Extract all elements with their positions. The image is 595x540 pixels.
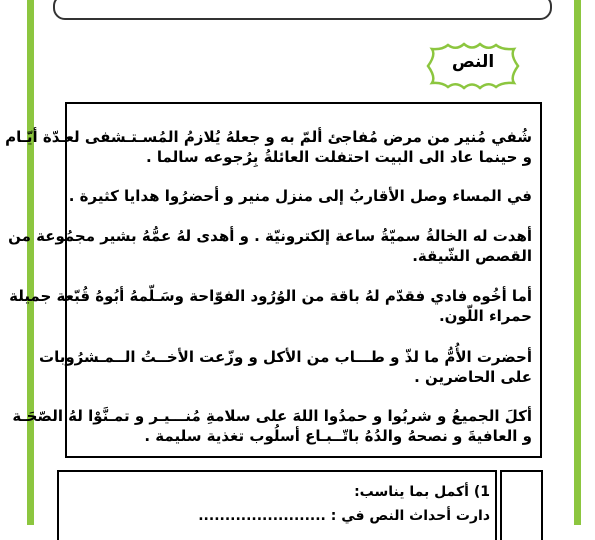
section-title: النص — [451, 52, 495, 72]
paragraph-1 — [5, 127, 532, 167]
paragraph-4 — [9, 286, 532, 326]
right-green-border — [574, 0, 581, 525]
paragraph-line: أما أخُوه فادي فقدّم لهُ باقة من الوُرُود الفوّاحة وسَـلّمهُ أبُوهُ قُبّعة جميلة — [9, 287, 532, 305]
paragraph-line: في المساء وصل الأقاربُ إلى منزل منير و أحضرُوا هدايا كثيرة . — [68, 187, 532, 205]
paragraph-line: شُفي مُنير من مرض مُفاجئ ألمّ به و جعلهُ يُلازمُ المُسـتـشفى لعـدّة أيّـام — [5, 128, 532, 146]
paragraph-line: و حينما عاد الى البيت احتفلت العائلةُ بِرُجوعه سالما . — [145, 148, 532, 166]
exercise-instruction: أكمل بما يناسب: — [354, 484, 469, 500]
exercise-prompt: دارت أحداث النص في : ........................ — [198, 508, 490, 524]
exercise-instruction-line — [354, 484, 490, 500]
paragraph-line: حمراء اللّون. — [438, 307, 532, 325]
paragraph-line: أحضرت الأُمُّ ما لذّ و طـــاب من الأكل و وزّعت الأخــتُ الــمـشرُوبات — [39, 348, 532, 366]
paragraph-6 — [12, 406, 532, 446]
paragraph-5 — [39, 347, 532, 387]
paragraph-2 — [69, 186, 532, 206]
exercise-box — [57, 470, 497, 540]
paragraph-line: أكلَ الجميعُ و شربُوا و حمدُوا اللهَ على سلامةِ مُنـــيـر و تمـنَّوْا لهُ الصّحَـة — [12, 407, 532, 425]
header-box — [53, 0, 552, 20]
paragraph-line: و العافيةَ و نصحهُ والدُهُ باتّــبـاع أسلُوب تغذية سليمة . — [144, 427, 532, 445]
paragraph-3 — [8, 226, 532, 266]
paragraph-line: القصص الشّيقة. — [412, 247, 532, 265]
exercise-score-box — [500, 470, 543, 540]
paragraph-line: أهدت له الخالةُ سميّةُ ساعة إلكترونيّة . و أهدى لهُ عمُّهُ بشير مجمُوعة من — [8, 227, 532, 245]
exercise-number: 1) — [473, 484, 490, 500]
paragraph-line: على الحاضرين . — [414, 368, 532, 386]
